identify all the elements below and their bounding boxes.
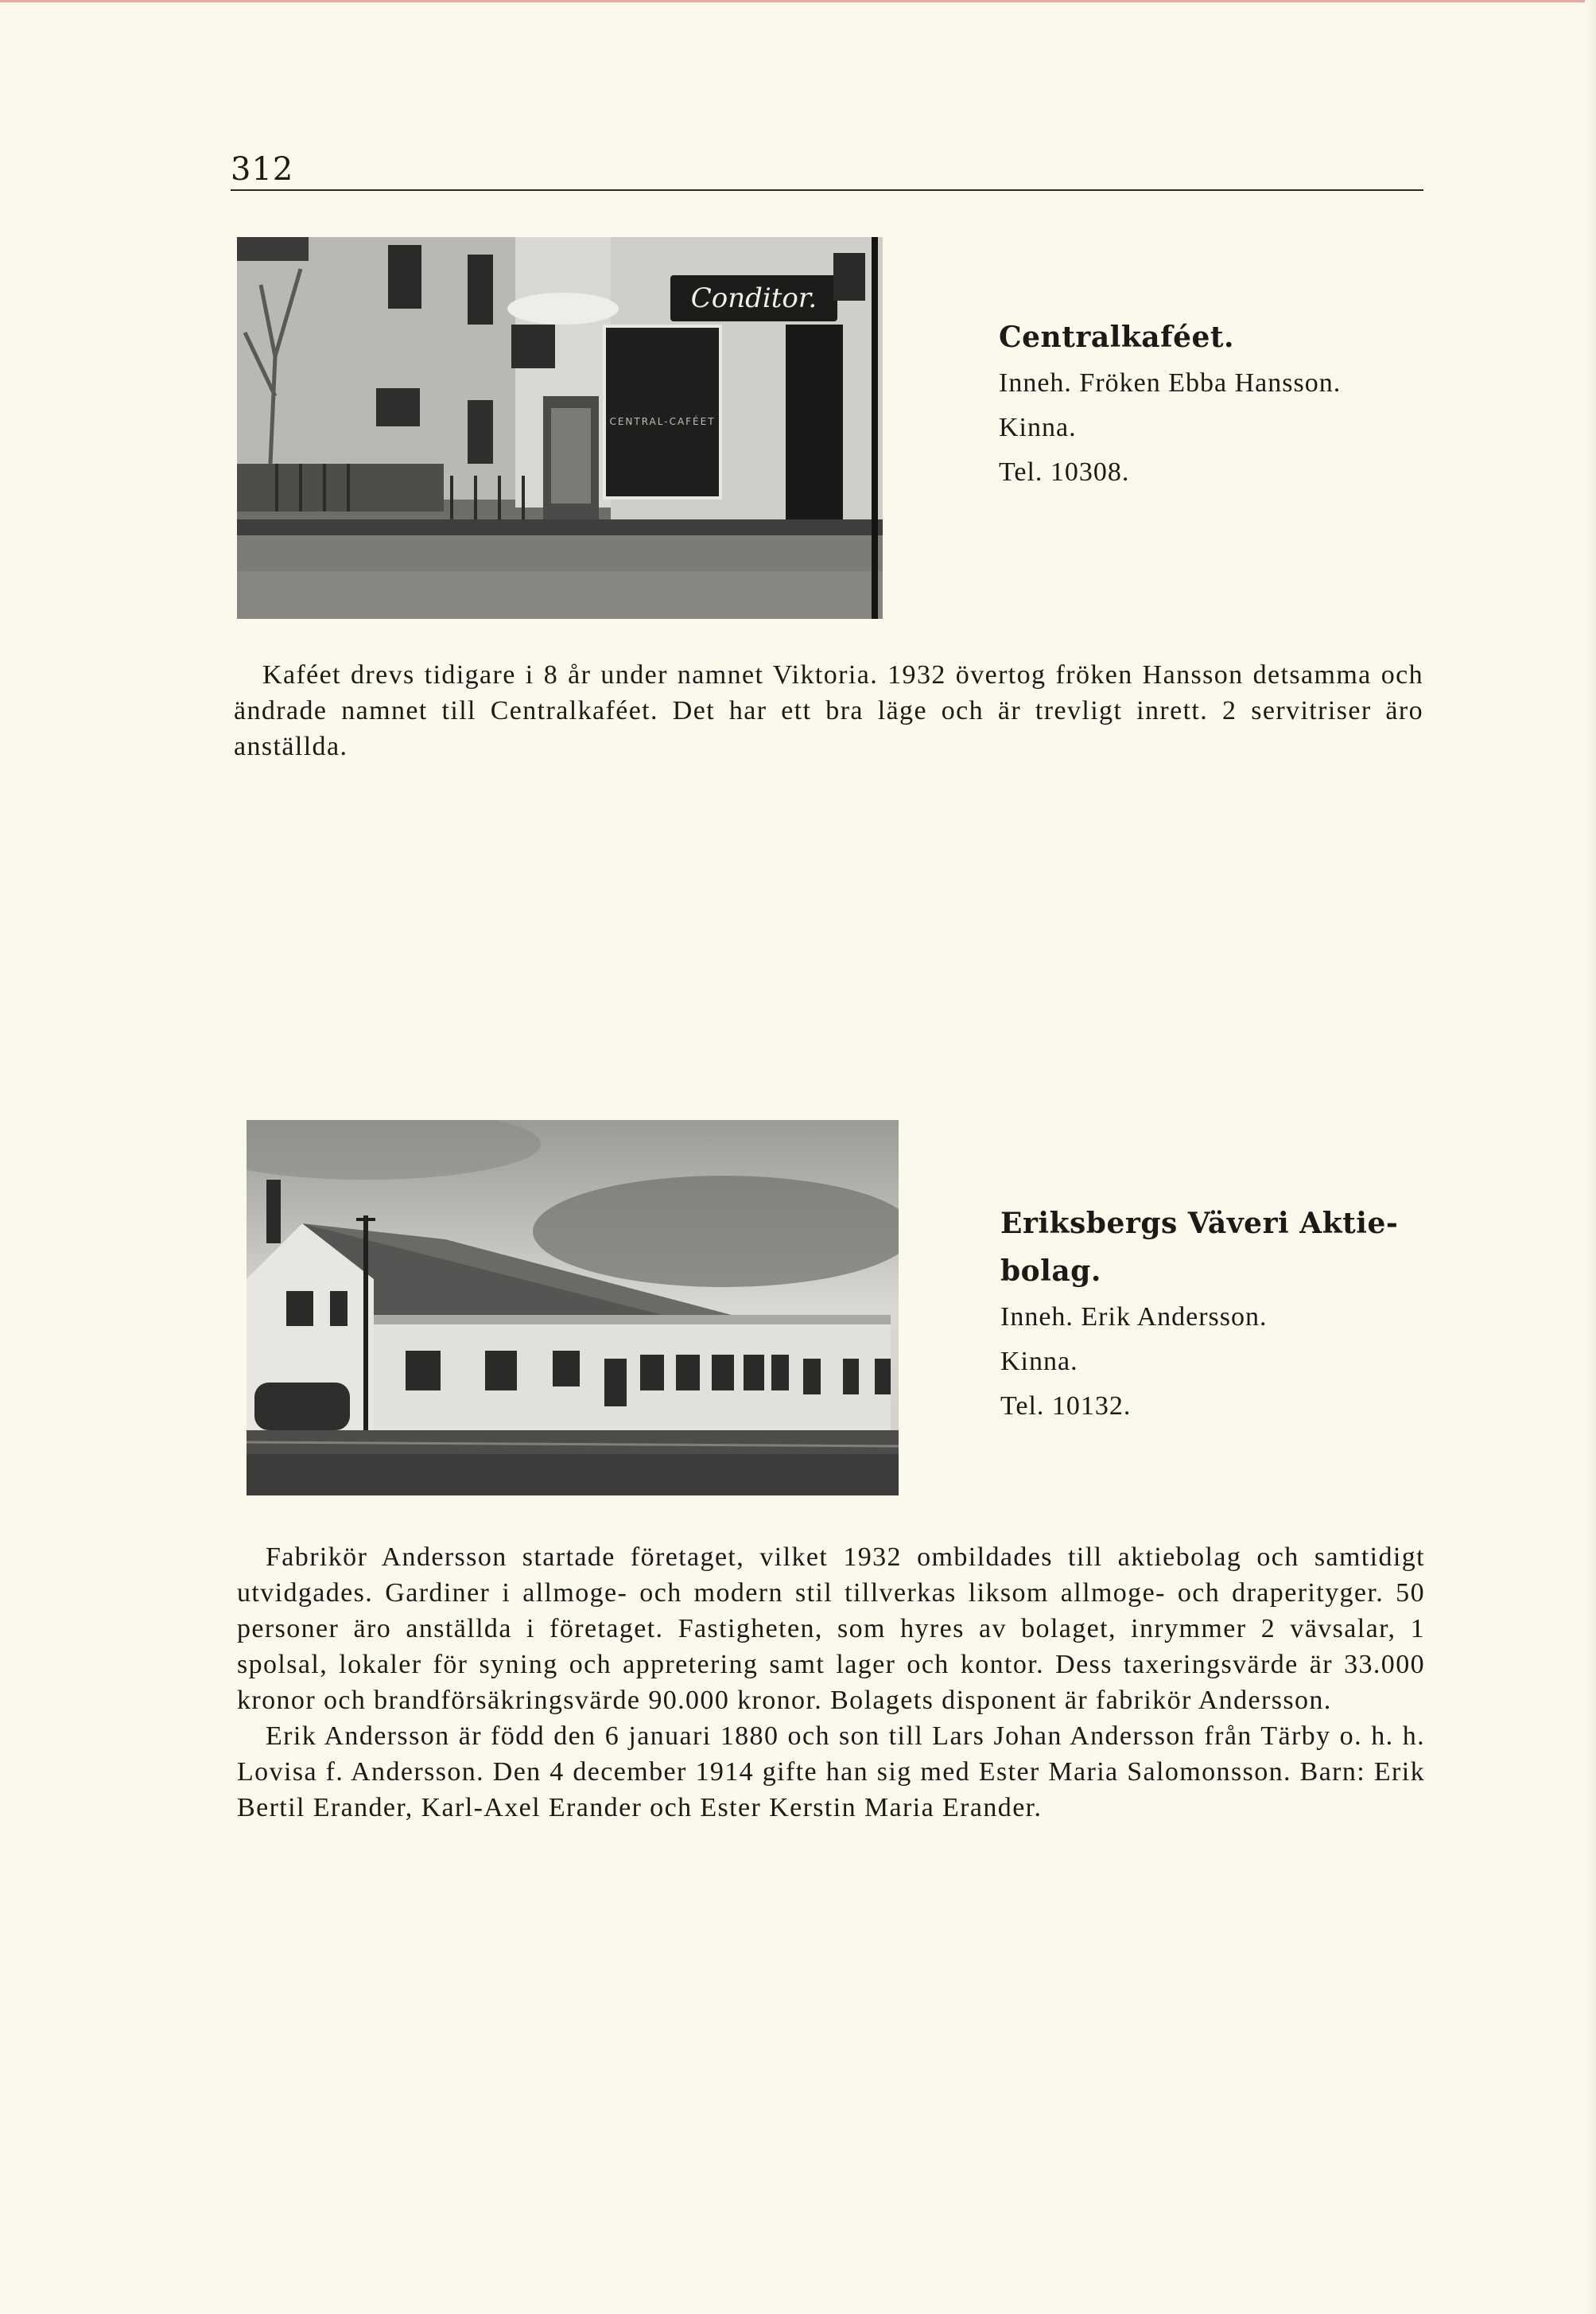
weaving-mill-photo bbox=[247, 1120, 899, 1495]
weaving-mill-description bbox=[237, 1539, 1425, 1826]
header-rule bbox=[231, 189, 1423, 191]
cafe-phone: Tel. 10308. bbox=[999, 457, 1130, 487]
cafe-title: Centralkaféet. bbox=[999, 321, 1235, 354]
cafe-photo bbox=[237, 237, 883, 619]
cafe-photo-drawing bbox=[237, 237, 883, 619]
weaving-mill-title-line2: bolag. bbox=[1000, 1254, 1101, 1288]
cafe-description bbox=[234, 657, 1423, 764]
cafe-sign-text: Conditor. bbox=[690, 282, 817, 314]
cafe-place: Kinna. bbox=[999, 413, 1077, 442]
weaving-mill-paragraph-biography: Erik Andersson är född den 6 januari 1880 och son till Lars Johan Andersson från Tärby o. h. h. Lovisa f. Andersson. Den 4 december 1914 gifte han sig med Ester Maria Salomonsson. Barn: Erik Bertil Erander, Karl-Axel Erander och Ester Kerstin Maria Erander. bbox=[237, 1721, 1425, 1822]
weaving-mill-photo-drawing bbox=[247, 1120, 899, 1495]
cafe-owner: Inneh. Fröken Ebba Hansson. bbox=[999, 368, 1342, 398]
page-top-edge bbox=[0, 0, 1596, 2]
weaving-mill-owner: Inneh. Erik Andersson. bbox=[1000, 1302, 1268, 1332]
cafe-paragraph: Kaféet drevs tidigare i 8 år under namnet Viktoria. 1932 övertog fröken Hansson detsamma och ändrade namnet till Centralkaféet. Det har ett bra läge och är trevligt inrett. 2 servitriser äro anställda. bbox=[234, 660, 1423, 761]
weaving-mill-phone: Tel. 10132. bbox=[1000, 1391, 1132, 1421]
cafe-window-lettering: CENTRAL-CAFÉET bbox=[609, 416, 716, 427]
weaving-mill-info bbox=[1000, 1200, 1446, 1429]
page-right-edge bbox=[1585, 0, 1596, 2314]
weaving-mill-place: Kinna. bbox=[1000, 1347, 1078, 1376]
cafe-info bbox=[999, 313, 1444, 495]
weaving-mill-title-line1: Eriksbergs Väveri Aktie- bbox=[1000, 1207, 1399, 1240]
page-number: 312 bbox=[231, 151, 294, 188]
weaving-mill-paragraph-company: Fabrikör Andersson startade företaget, vilket 1932 ombildades till aktiebolag och samtidigt utvidgades. Gardiner i allmoge- och modern stil tillverkas liksom allmoge- och draperityger. 50 personer äro anställda i företaget. Fastigheten, som hyres av bolaget, inrymmer 2 vävsalar, 1 spolsal, lokaler för syning och appretering samt lager och kontor. Dess taxeringsvärde är 33.000 kronor och brandförsäkringsvärde 90.000 kronor. Bolagets disponent är fabrikör Andersson. bbox=[237, 1542, 1425, 1715]
